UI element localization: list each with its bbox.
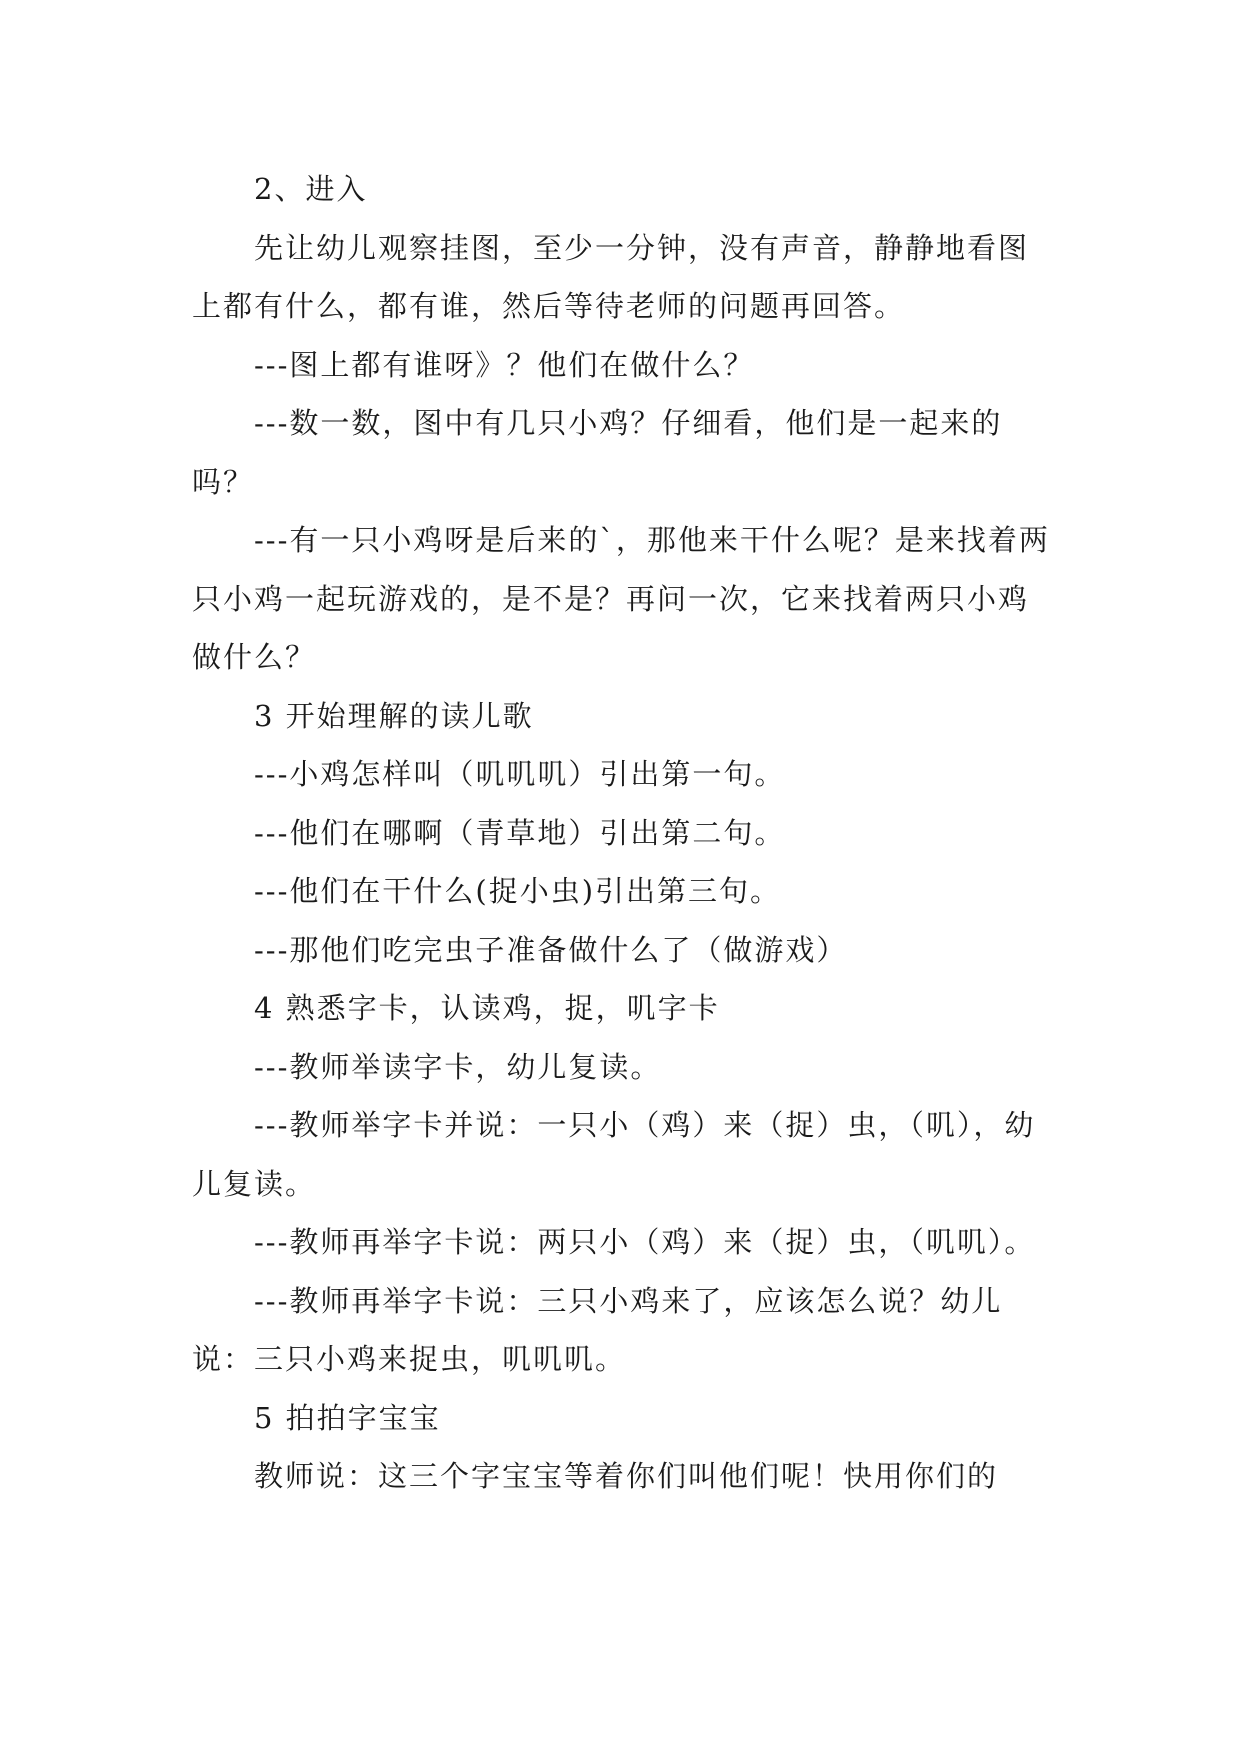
paragraph: ---教师举字卡并说：一只小（鸡）来（捉）虫，（叽），幼儿复读。 — [192, 1108, 1036, 1201]
paragraph: ---数一数，图中有几只小鸡？仔细看，他们是一起来的吗？ — [192, 406, 1003, 499]
paragraph: ---有一只小鸡呀是后来的`，那他来干什么呢？是来找着两只小鸡一起玩游戏的，是不是？再问一次，它来找着两只小鸡做什么？ — [192, 523, 1050, 674]
section-heading: 4 熟悉字卡，认读鸡，捉，叽字卡 — [254, 991, 720, 1025]
paragraph: ---图上都有谁呀》？他们在做什么？ — [254, 347, 755, 382]
paragraph: ---他们在干什么(捉小虫)引出第三句。 — [254, 874, 782, 908]
paragraph: ---教师举读字卡，幼儿复读。 — [254, 1049, 662, 1084]
paragraph: ---教师再举字卡说：两只小（鸡）来（捉）虫，（叽叽）。 — [254, 1225, 1036, 1259]
paragraph: ---那他们吃完虫子准备做什么了（做游戏） — [254, 932, 848, 967]
paragraph: 先让幼儿观察挂图，至少一分钟，没有声音，静静地看图上都有什么，都有谁，然后等待老师的问题再回答。 — [192, 230, 1030, 323]
section-heading: 5 拍拍字宝宝 — [254, 1400, 441, 1435]
paragraph: ---他们在哪啊（青草地）引出第二句。 — [254, 815, 786, 850]
paragraph: ---小鸡怎样叫（叽叽叽）引出第一句。 — [254, 757, 786, 791]
paragraph: ---教师再举字卡说：三只小鸡来了，应该怎么说？幼儿说：三只小鸡来捉虫，叽叽叽。 — [192, 1283, 1003, 1376]
section-heading: 2、进入 — [254, 172, 368, 206]
section-heading: 3 开始理解的读儿歌 — [254, 698, 534, 733]
paragraph: 教师说：这三个字宝宝等着你们叫他们呢！快用你们的 — [254, 1459, 999, 1493]
document-body — [192, 160, 1052, 1506]
